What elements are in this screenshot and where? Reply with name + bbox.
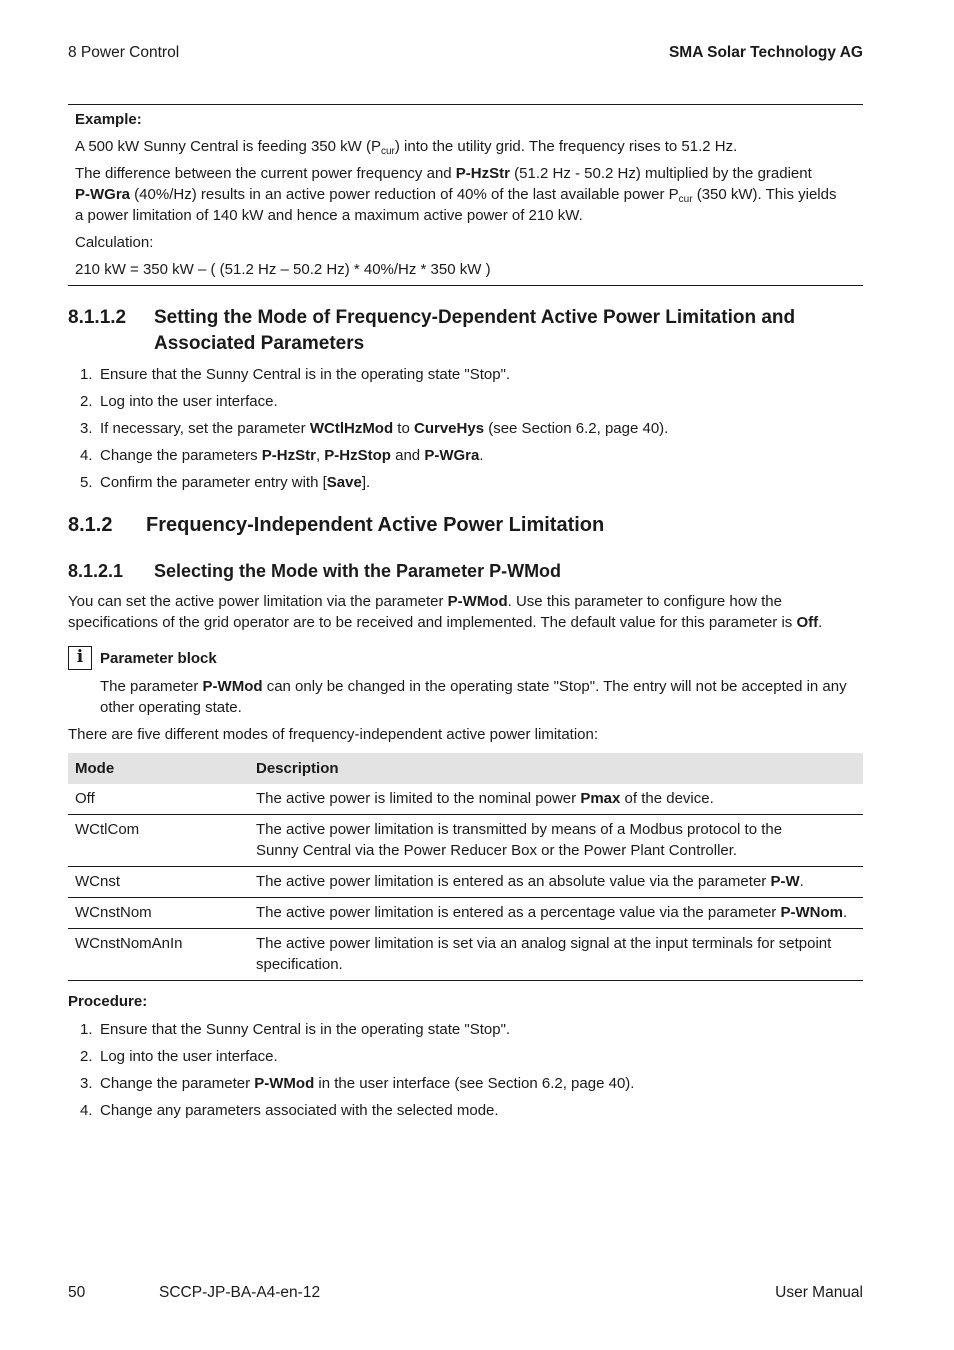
- table-cell-description: The active power limitation is entered as a percentage value via the parameter P-WNom.: [249, 898, 863, 929]
- table-cell-mode: WCnstNom: [68, 898, 249, 929]
- section-number: 8.1.2.1: [68, 561, 124, 581]
- table-cell-description: The active power limitation is entered as an absolute value via the parameter P-W.: [249, 867, 863, 898]
- header-chapter: 8 Power Control: [68, 44, 180, 61]
- section-8121-intro-1: You can set the active power limitation via the parameter P-WMod. Use this parameter to configure how the: [68, 593, 782, 610]
- table-row: [68, 898, 863, 929]
- section-8112-steps: [68, 364, 863, 499]
- section-8121-intro-2: specifications of the grid operator are to be received and implemented. The default value for this parameter is Off.: [68, 614, 823, 631]
- section-8112-heading-cont: Associated Parameters: [154, 333, 365, 354]
- list-item: 2. Log into the user interface.: [80, 393, 278, 410]
- footer-doc-id: SCCP-JP-BA-A4-en-12: [159, 1284, 321, 1301]
- info-icon: i: [68, 646, 92, 670]
- list-item: 2. Log into the user interface.: [80, 1048, 278, 1065]
- example-calc-label: Calculation:: [75, 234, 154, 251]
- section-title: Frequency-Independent Active Power Limitation: [146, 514, 605, 536]
- table-cell-description: The active power limitation is set via an analog signal at the input terminals for setpoint specification.: [249, 929, 863, 981]
- note-title: Parameter block: [100, 650, 217, 667]
- column-header-description: Description: [249, 753, 863, 784]
- section-title: Selecting the Mode with the Parameter P-WMod: [154, 561, 562, 581]
- header-company: SMA Solar Technology AG: [668, 44, 863, 61]
- footer-page-number: 50: [68, 1284, 86, 1301]
- table-cell-description: The active power limitation is transmitted by means of a Modbus protocol to the Sunny Central via the Power Reducer Box or the Power Plant Controller.: [249, 815, 863, 867]
- table-cell-mode: WCnst: [68, 867, 249, 898]
- example-title: Example:: [75, 111, 142, 128]
- procedure-steps: [68, 1019, 863, 1127]
- procedure-title: Procedure:: [68, 993, 148, 1010]
- table-row: [68, 867, 863, 898]
- note-text-1: The parameter P-WMod can only be changed in the operating state "Stop". The entry will not be accepted in any: [100, 678, 847, 695]
- table-cell-mode: WCnstNomAnIn: [68, 929, 249, 981]
- section-number: 8.1.2: [68, 514, 113, 536]
- section-812-heading: [68, 512, 604, 538]
- table-header-row: [68, 753, 863, 784]
- section-8112-heading: [68, 305, 795, 331]
- list-item: 3. Change the parameter P-WMod in the user interface (see Section 6.2, page 40).: [80, 1075, 635, 1092]
- table-cell-description: The active power is limited to the nominal power Pmax of the device.: [249, 784, 863, 815]
- table-cell-mode: Off: [68, 784, 249, 815]
- example-line-2: The difference between the current power frequency and P-HzStr (51.2 Hz - 50.2 Hz) multiplied by the gradient: [75, 165, 812, 182]
- table-cell-mode: WCtlCom: [68, 815, 249, 867]
- example-calc: 210 kW = 350 kW – ( (51.2 Hz – 50.2 Hz) * 40%/Hz * 350 kW ): [75, 261, 491, 278]
- list-item: 1. Ensure that the Sunny Central is in the operating state "Stop".: [80, 366, 511, 383]
- table-row: [68, 815, 863, 867]
- example-bottom-rule: [68, 285, 863, 286]
- modes-intro: There are five different modes of frequency-independent active power limitation:: [68, 726, 599, 743]
- section-8121-heading: [68, 558, 561, 584]
- example-line-3: P-WGra (40%/Hz) results in an active power reduction of 40% of the last available power $P_{cur}$ (350 kW). This yields: [75, 186, 837, 205]
- example-line-4: a power limitation of 140 kW and hence a maximum active power of 210 kW.: [75, 207, 583, 224]
- column-header-mode: Mode: [68, 753, 249, 784]
- list-item: 4. Change any parameters associated with the selected mode.: [80, 1102, 499, 1119]
- table-row: [68, 784, 863, 815]
- table-row: [68, 929, 863, 981]
- list-item: 5. Confirm the parameter entry with [Save].: [80, 474, 371, 491]
- section-title: Setting the Mode of Frequency-Dependent Active Power Limitation and: [154, 307, 796, 328]
- list-item: 4. Change the parameters P-HzStr, P-HzStop and P-WGra.: [80, 447, 484, 464]
- note-text-2: other operating state.: [100, 699, 242, 716]
- example-line-1: A 500 kW Sunny Central is feeding 350 kW $(P_{cur})$ into the utility grid. The frequency rises to 51.2 Hz.: [75, 138, 738, 157]
- footer-doc-type: User Manual: [775, 1284, 863, 1301]
- list-item: 3. If necessary, set the parameter WCtlHzMod to CurveHys (see Section 6.2, page 40).: [80, 420, 669, 437]
- section-number: 8.1.1.2: [68, 307, 127, 328]
- modes-table: [68, 753, 863, 981]
- example-top-rule: [68, 104, 863, 105]
- list-item: 1. Ensure that the Sunny Central is in the operating state "Stop".: [80, 1021, 511, 1038]
